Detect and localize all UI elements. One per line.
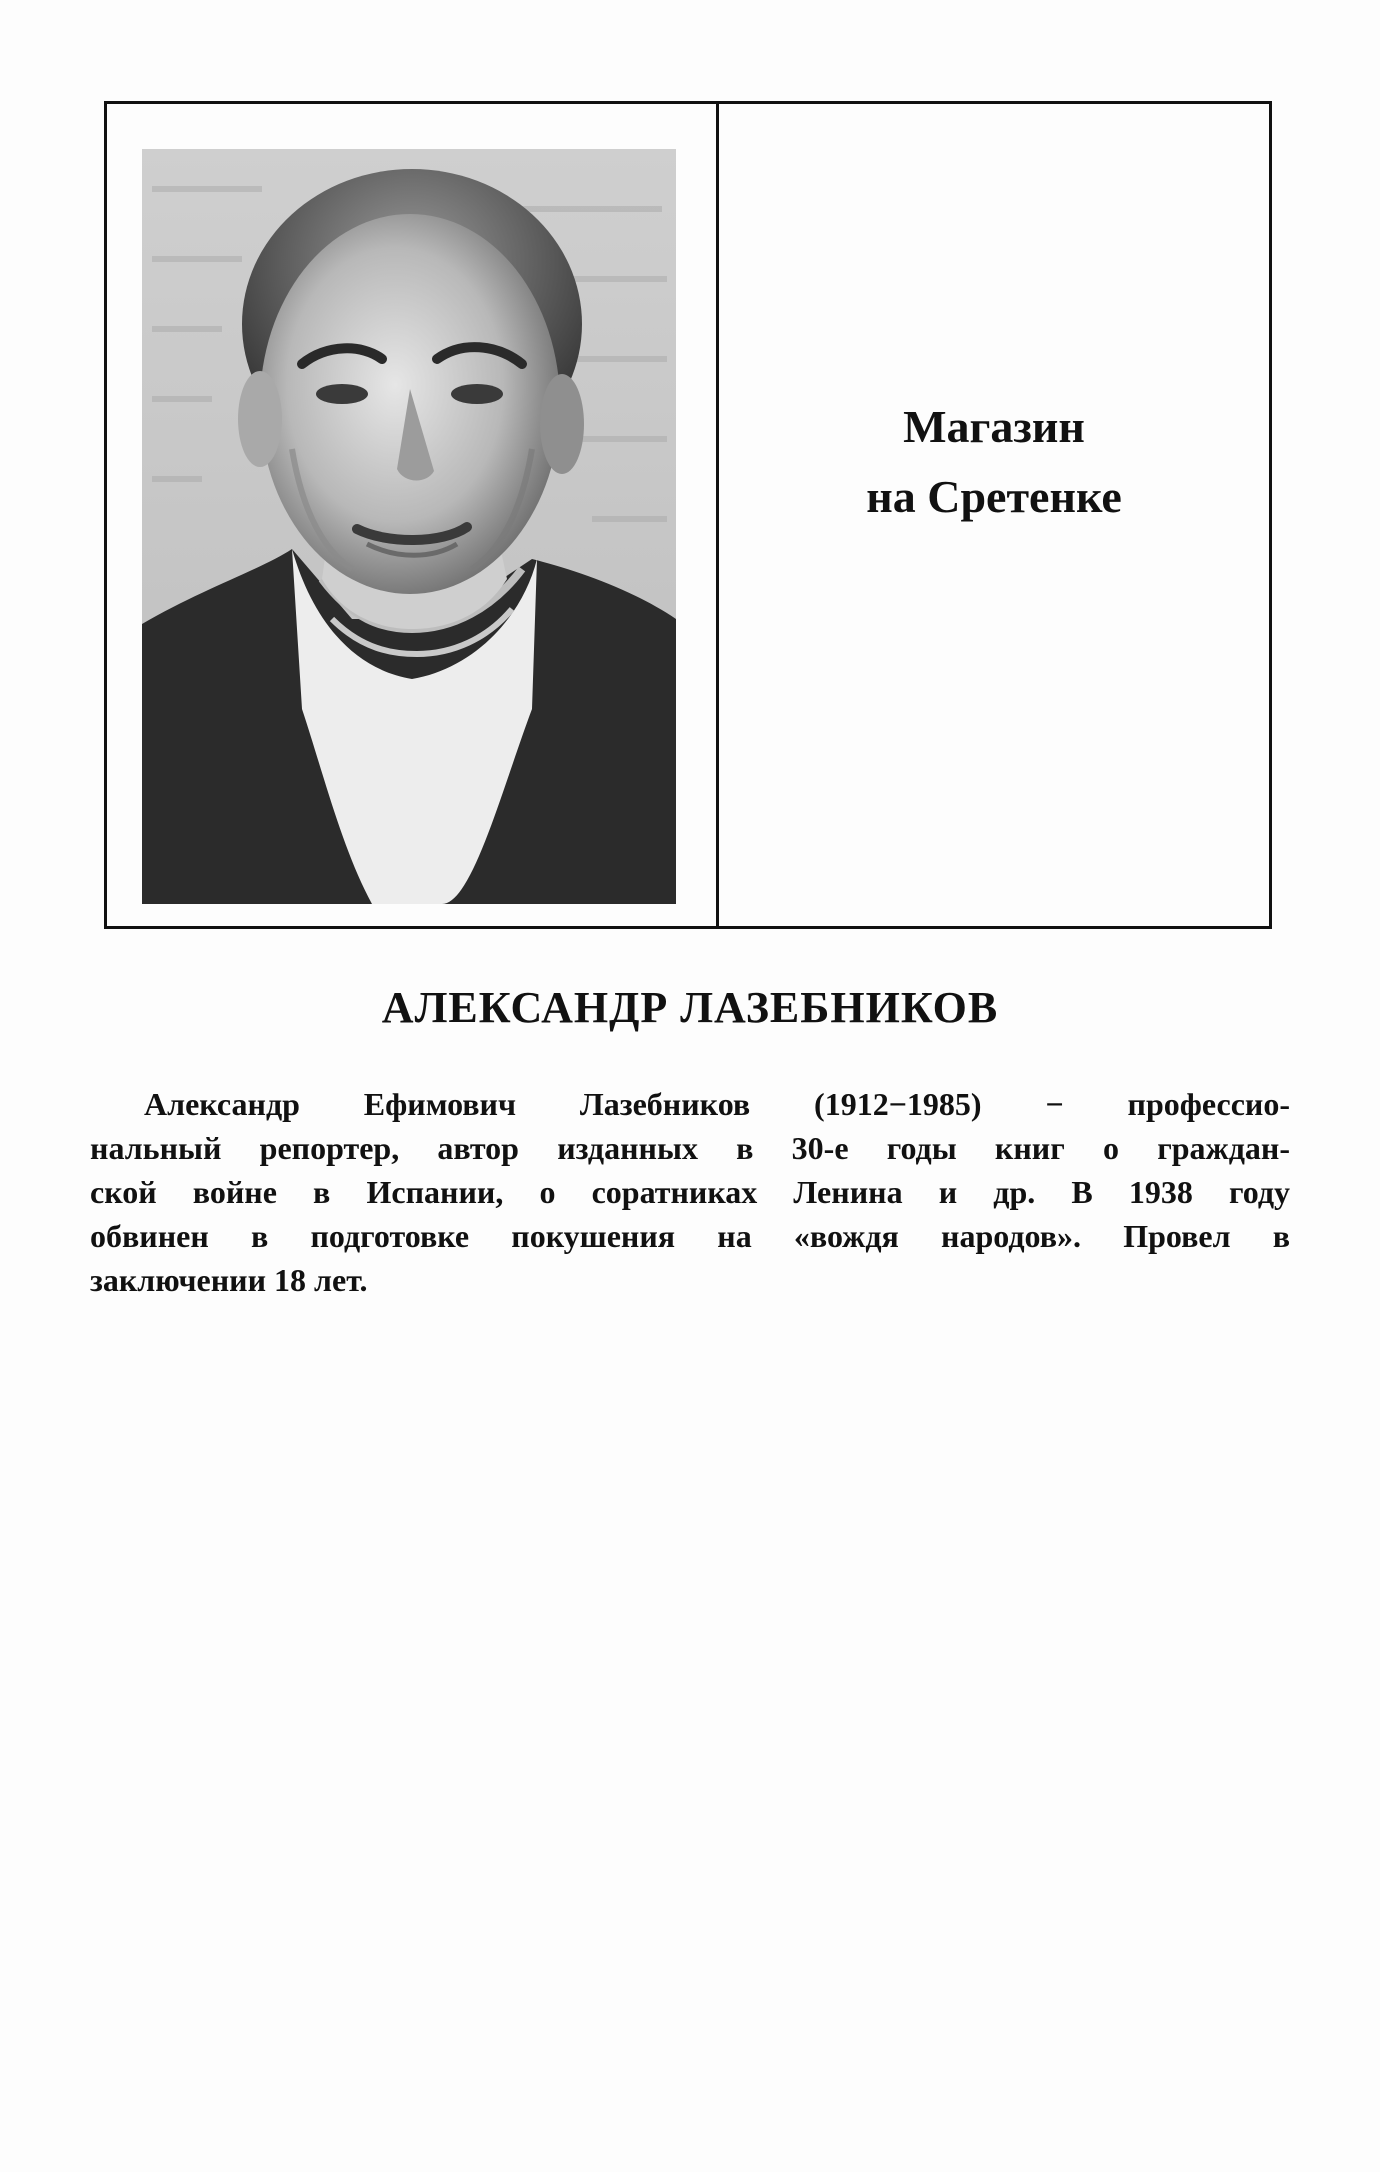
book-title-panel <box>719 104 1269 926</box>
bio-line: обвинен в подготовке покушения на «вождя народов». Провел в <box>90 1218 1290 1254</box>
bio-line: нальный репортер, автор изданных в 30-е годы книг о граждан- <box>90 1130 1290 1166</box>
bio-line: ской войне в Испании, о соратниках Ленина и др. В 1938 году <box>90 1174 1290 1210</box>
bio-line: заключении 18 лет. <box>90 1262 368 1298</box>
portrait-illustration <box>142 149 676 904</box>
book-title-line-2: на Сретенке <box>866 471 1122 522</box>
book-title <box>719 392 1269 532</box>
bio-line: Александр Ефимович Лазебников (1912−1985) − профессио- <box>144 1086 1290 1122</box>
portrait-panel <box>107 104 719 926</box>
title-frame <box>104 101 1272 929</box>
author-heading: АЛЕКСАНДР ЛАЗЕБНИКОВ <box>381 983 999 1032</box>
author-bio <box>90 1082 1290 1302</box>
book-title-line-1: Магазин <box>903 401 1085 452</box>
author-portrait-photo <box>142 149 676 904</box>
